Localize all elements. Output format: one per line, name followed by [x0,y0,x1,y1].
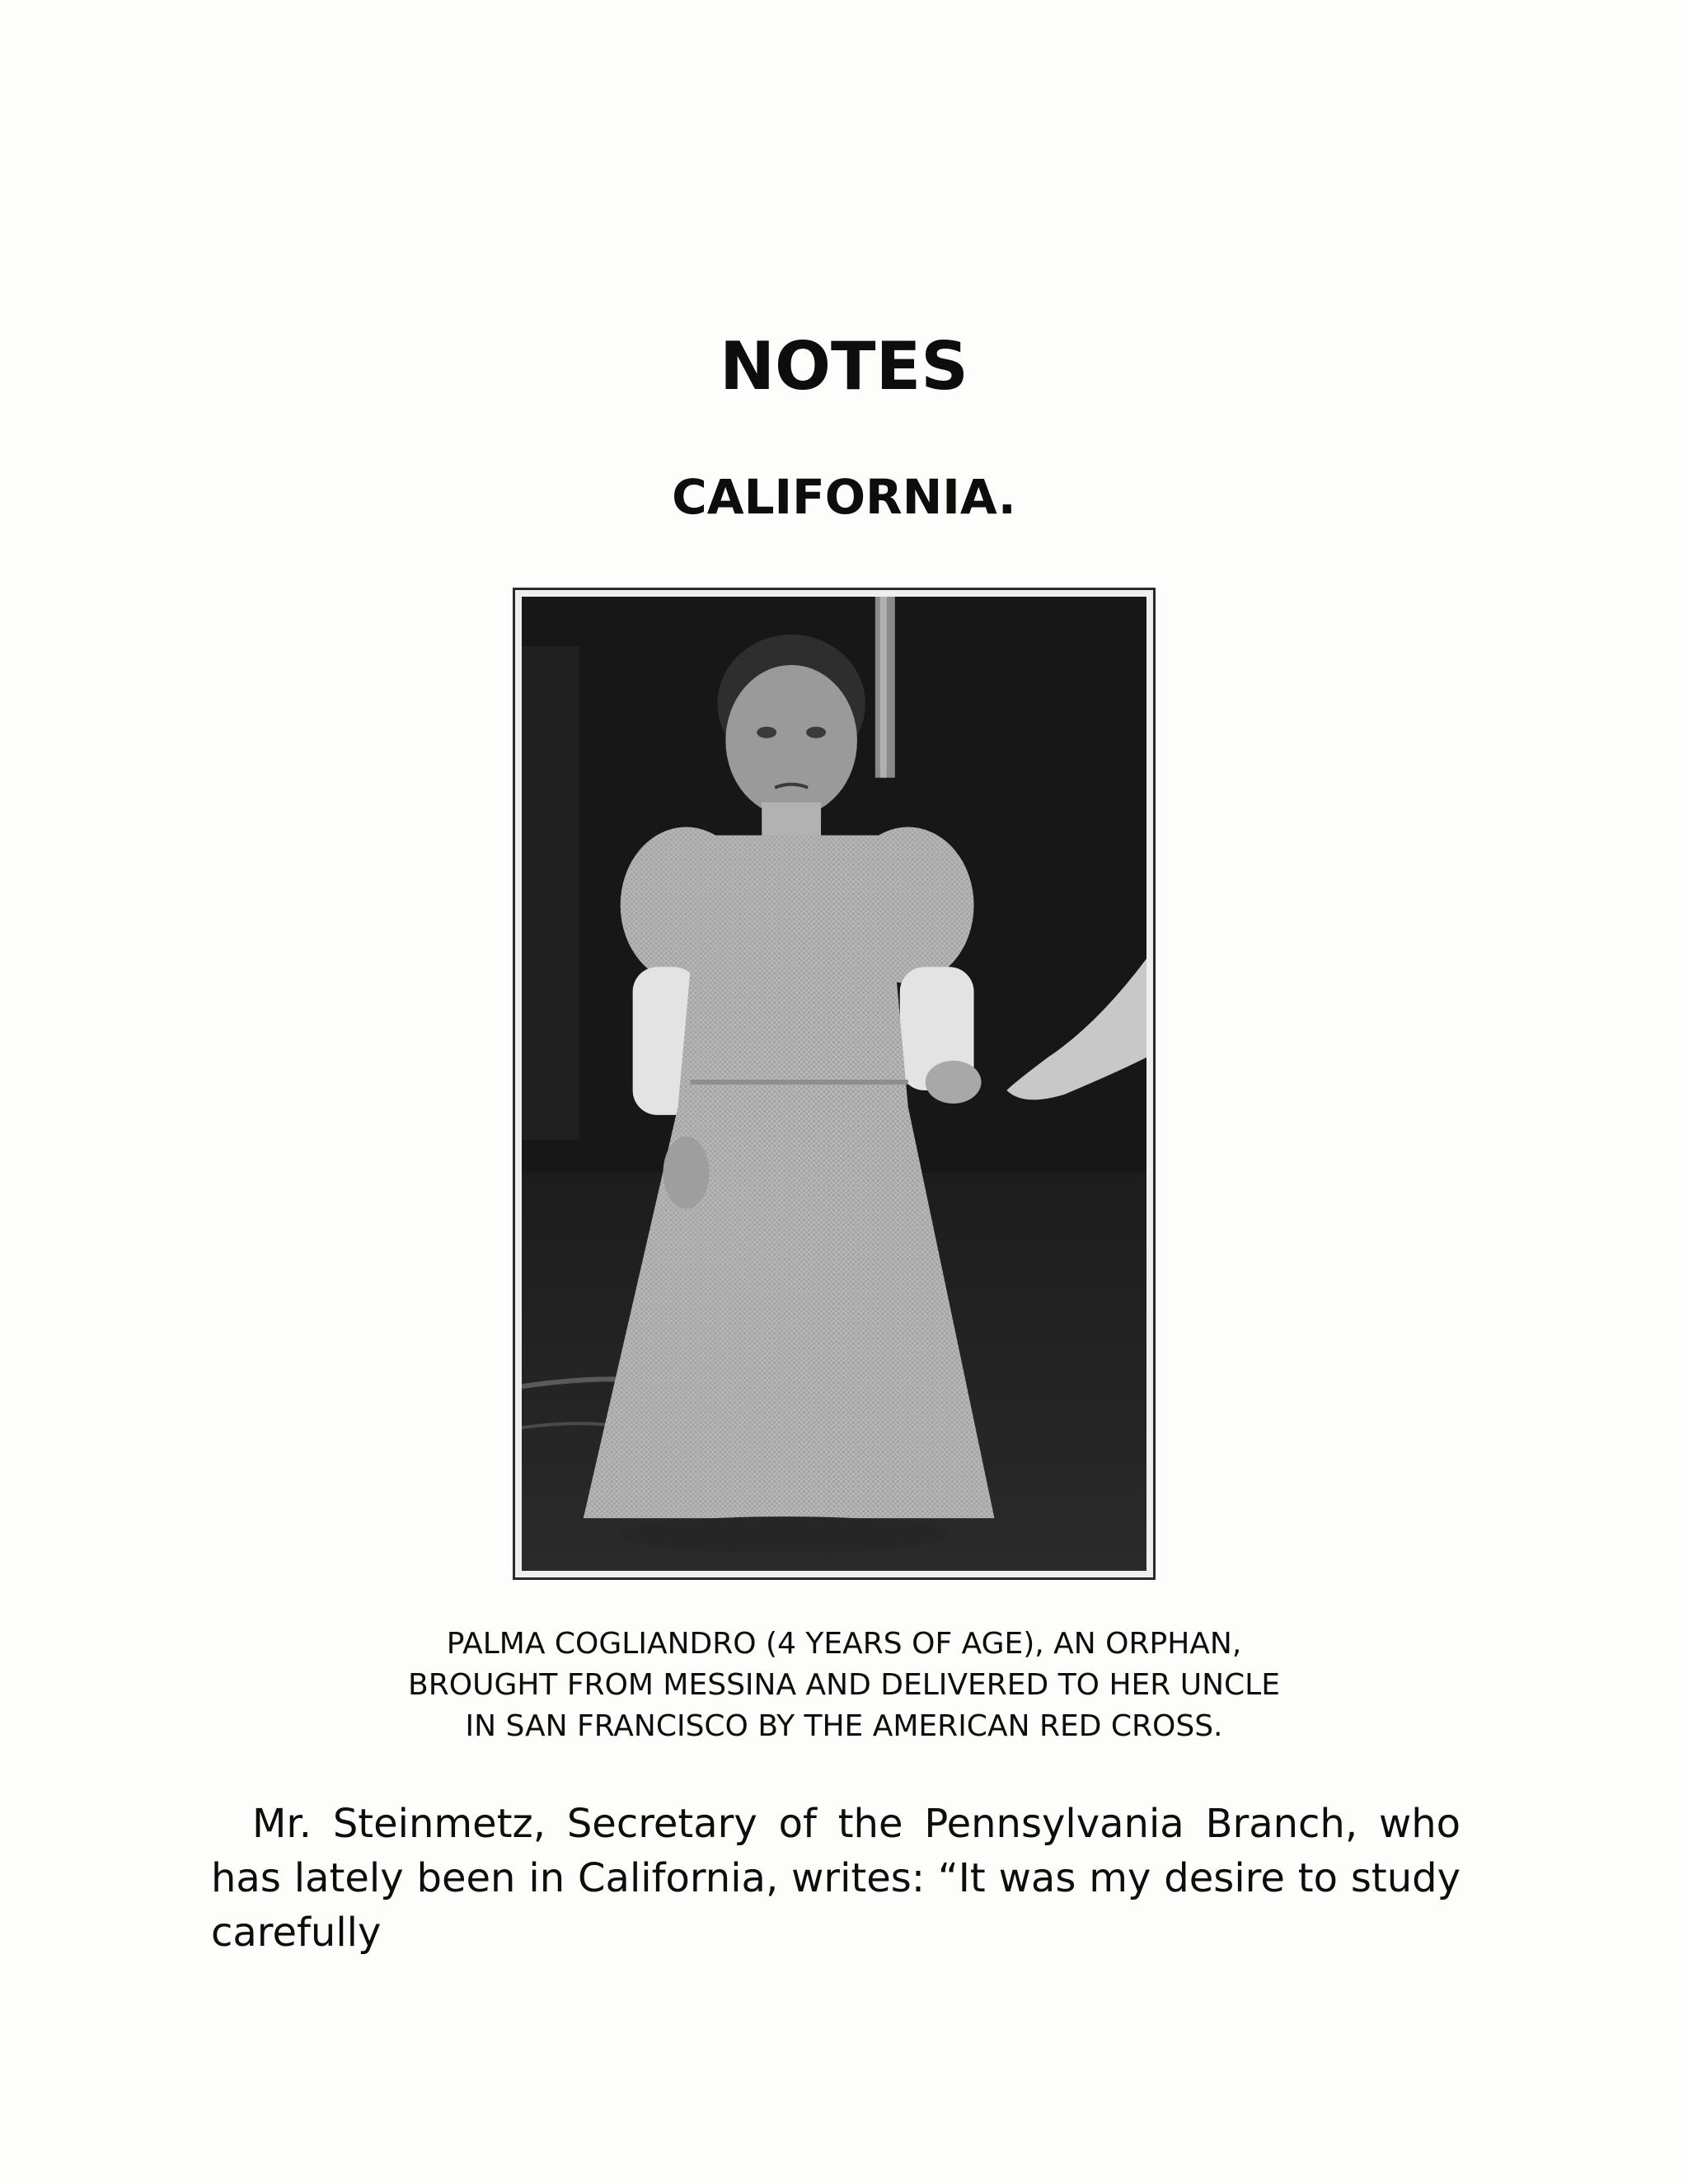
photograph [513,588,1156,1580]
photograph-image [522,597,1146,1571]
body-paragraph: Mr. Steinmetz, Secretary of the Pennsylvania Branch, who has lately been in California, writes: “It was my desire to study carefully [211,1801,1461,1956]
section-title: CALIFORNIA. [672,469,1016,525]
page-title: NOTES [720,328,968,405]
photo-caption: PALMA COGLIANDRO (4 YEARS OF AGE), AN ORPHAN, BROUGHT FROM MESSINA AND DELIVERED TO HER UNCLE IN SAN FRANCISCO BY THE AMERICAN RED CROSS. [408,1627,1280,1743]
